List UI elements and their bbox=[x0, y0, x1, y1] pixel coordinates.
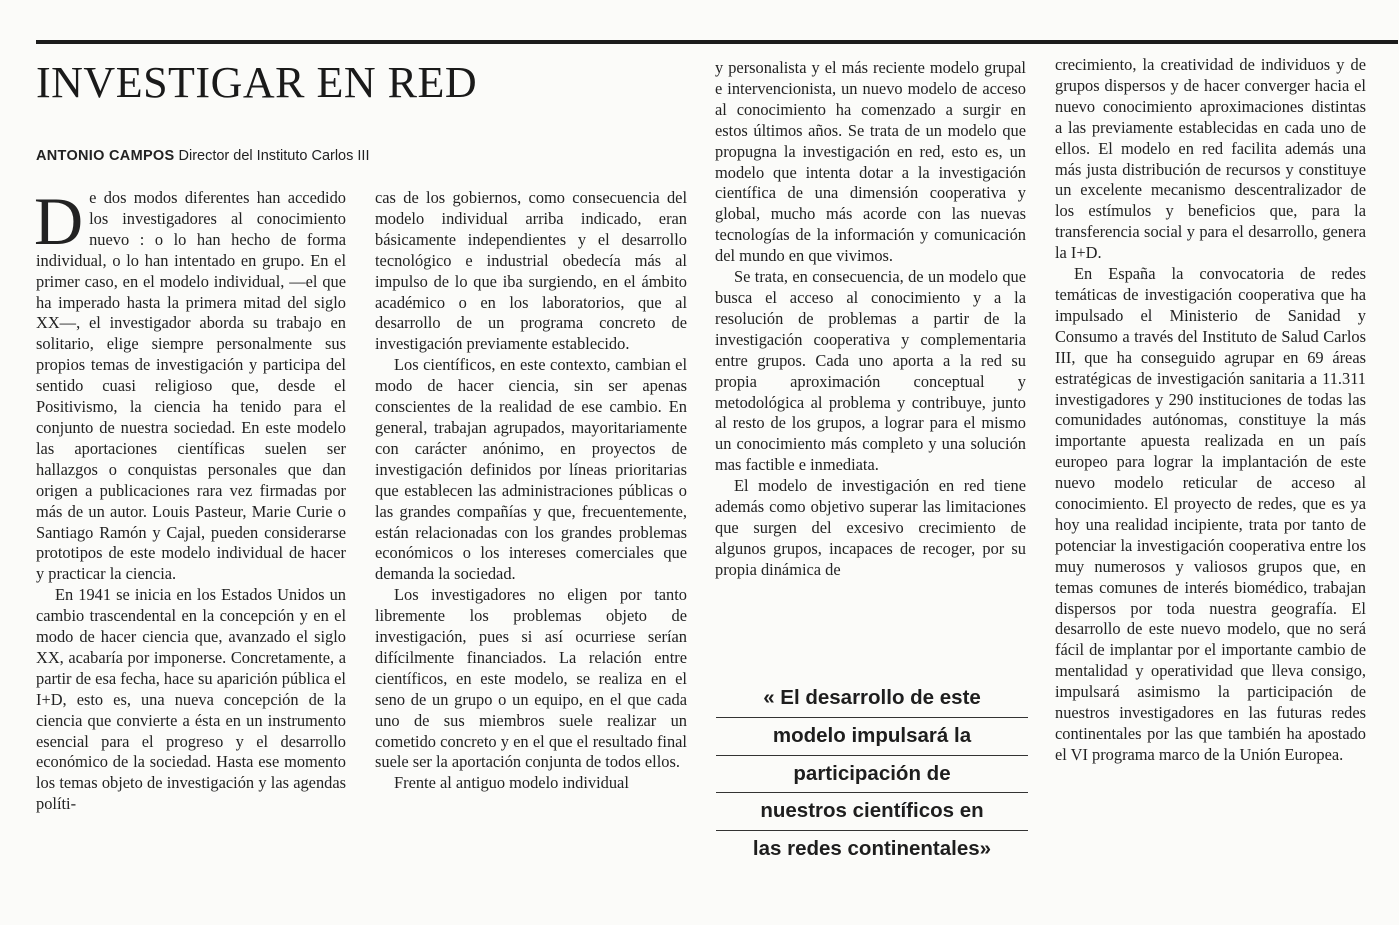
article-column-4 bbox=[1055, 55, 1366, 766]
pull-quote bbox=[716, 680, 1028, 868]
pull-quote-line: nuestros científicos en bbox=[716, 793, 1028, 831]
paragraph-11: En España la convocatoria de redes temáticas de investigación cooperativa que ha impulsado el Ministerio de Sanidad y Consumo a través del Instituto de Salud Carlos III, que ha conseguido agrupar en 69 áreas estratégicas de investigación sanitaria a 11.311 investigadores y 290 instituciones de todas las comunidades autónomas, constituye la más importante apuesta realizada en un país europeo para lograr la implantación de este nuevo modelo reticular de acceso al conocimiento. El proyecto de redes, que es ya hoy una realidad incipiente, trata por tanto de potenciar la investigación cooperativa entre los muy numerosos y valiosos grupos que, en temas comunes de interés biomédico, trabajan dispersos por toda nuestra geografía. El desarrollo de este nuevo modelo, que no será fácil de implantar por el importante cambio de mentalidad y operatividad que lleva consigo, impulsará asimismo la participación de nuestros investigadores en las futuras redes continentales por las que también ha apostado el VI programa marco de la Unión Europea. bbox=[1055, 264, 1366, 764]
paragraph-1-text: e dos modos diferentes han accedido los investigadores al conocimiento nuevo : o lo han hecho de forma individual, o lo han intentado en grupo. En el primer caso, en el modelo individual, —el que ha imperado hasta la primera mitad del siglo XX—, el investigador aborda su trabajo en solitario, elige siempre personalmente sus propios temas de investigación y participa del sentido cuasi religioso que, desde el Positivismo, la ciencia ha tenido para el conjunto de nuestra sociedad. En este modelo las aportaciones científicas suelen ser hallazgos o conquistas personales que dan origen a publicaciones rara vez firmadas por más de un autor. Louis Pasteur, Marie Curie o Santiago Ramón y Cajal, pueden considerarse prototipos de este modelo individual de hacer y practicar la ciencia. bbox=[36, 188, 346, 584]
paragraph-2: En 1941 se inicia en los Estados Unidos un cambio trascendental en la concepción y en el modo de hacer ciencia que, avanzado el siglo XX, acabaría por imponerse. Concretamente, a partir de esa fecha, hace su aparición pública el I+D, esto es, una nueva concepción de la ciencia que convierte a ésta en un instrumento esencial para el progreso y el desarrollo económico de la sociedad. Hasta ese momento los temas objeto de investigación y las agendas políti- bbox=[36, 585, 346, 814]
pull-quote-line: participación de bbox=[716, 756, 1028, 794]
paragraph-6: Frente al antiguo modelo individual bbox=[394, 773, 629, 793]
paragraph-8: Se trata, en consecuencia, de un modelo que busca el acceso al conocimiento y a la resolución de problemas a partir de la investigación cooperativa y complementaria entre grupos. Cada uno aporta a la red su propia aproximación conceptual y metodológica al problema y contribuye, junto al resto de los grupos, a lograr para el mismo un conocimiento más completo y una solución mas factible e inmediata. bbox=[715, 267, 1026, 475]
article-column-3 bbox=[715, 58, 1026, 581]
paragraph-1 bbox=[34, 183, 346, 585]
article-column-2 bbox=[375, 188, 687, 794]
paragraph-4: Los científicos, en este contexto, cambian el modo de hacer ciencia, sin ser apenas conscientes de la realidad de ese cambio. En general, trabajan agrupados, mayoritariamente con carácter anónimo, en proyectos de investigación definidos por líneas prioritarias que establecen las administraciones públicas o las grandes compañías y que, frecuentemente, están relacionadas con los grandes problemas económicos o los intereses comerciales que demanda la sociedad. bbox=[375, 355, 687, 584]
paragraph-7: y personalista y el más reciente modelo grupal e intervencionista, un nuevo modelo de acceso al conocimiento ha comenzado a surgir en estos últimos años. Se trata de un modelo que propugna la investigación en red, esto es, un modelo que intenta dotar a la investigación científica de una dimensión cooperativa y global, mucho más acorde con las nuevas tecnologías de la información y comunicación del mundo en que vivimos. bbox=[715, 58, 1026, 266]
paragraph-10: crecimiento, la creatividad de individuos y de grupos dispersos y de hacer converger hacia el nuevo conocimiento aproximaciones distintas a las previamente establecidas en cada uno de ellos. El modelo en red facilita además una más justa distribución de recursos y constituye un excelente mecanismo descentralizador de los estímulos y beneficios que, para la transferencia social y para el desarrollo, genera la I+D. bbox=[1055, 55, 1366, 263]
byline-author: ANTONIO CAMPOS bbox=[36, 148, 175, 164]
byline bbox=[36, 148, 370, 164]
paragraph-5: Los investigadores no eligen por tanto libremente los problemas objeto de investigación, pues si así ocurriese serían difícilmente financiados. La relación entre científicos, en este modelo, se realiza en el seno de un grupo o un equipo, en el que cada uno de sus miembros suele realizar un cometido concreto y en el que el resultado final suele ser la aportación conjunta de todos ellos. bbox=[375, 585, 687, 772]
top-rule bbox=[36, 40, 1398, 44]
drop-cap: D bbox=[34, 183, 84, 259]
paragraph-3: cas de los gobiernos, como consecuencia del modelo individual arriba indicado, eran básicamente independientes y el desarrollo tecnológico e industrial obedecía más al impulso de lo que iba surgiendo, en el ámbito académico o en los laboratorios, que al desarrollo de un programa concreto de investigación previamente establecido. bbox=[375, 188, 687, 354]
article-headline: INVESTIGAR EN RED bbox=[36, 58, 478, 107]
pull-quote-line: las redes continentales» bbox=[752, 837, 992, 861]
article-column-1 bbox=[34, 183, 346, 815]
pull-quote-line: modelo impulsará la bbox=[716, 718, 1028, 756]
pull-quote-line: « El desarrollo de este bbox=[716, 680, 1028, 718]
byline-role: Director del Instituto Carlos III bbox=[178, 148, 370, 164]
paragraph-9: El modelo de investigación en red tiene además como objetivo superar las limitaciones que surgen del excesivo crecimiento de algunos grupos, incapaces de recoger, por su propia dinámica de bbox=[715, 476, 1026, 579]
